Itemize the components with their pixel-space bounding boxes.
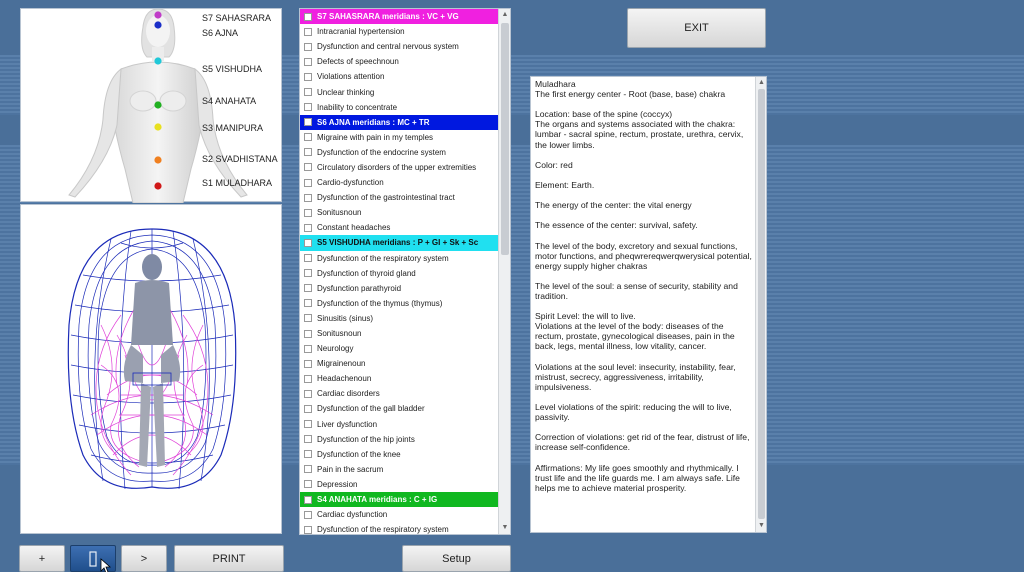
- meridian-item-label: Dysfunction of thyroid gland: [317, 268, 416, 278]
- paragraph-gap: [535, 99, 753, 109]
- description-line: The level of the body, excretory and sexual functions, motor functions, and pheqwrereqwerqwerysical potential, energy supply higher chakras: [535, 240, 752, 271]
- meridian-item-label: Inability to concentrate: [317, 102, 398, 112]
- figure-icon: [88, 551, 98, 567]
- meridian-item-label: Depression: [317, 479, 358, 489]
- checkbox[interactable]: [304, 375, 312, 383]
- body-figure-image: [21, 9, 283, 203]
- meridian-list-item[interactable]: [300, 356, 498, 371]
- description-line: The first energy center - Root (base, base) chakra: [535, 89, 726, 100]
- description-line: Location: base of the spine (coccyx): [535, 109, 673, 120]
- vishudha-dot: [154, 57, 161, 64]
- meridian-list-item[interactable]: [300, 432, 498, 447]
- meridian-item-label: Dysfunction of the gastrointestinal tract: [317, 193, 455, 203]
- meridian-list-item[interactable]: [300, 311, 498, 326]
- meridian-item-label: Constant headaches: [317, 223, 391, 233]
- description-line: Violations at the soul level: insecurity, instability, fear, mistrust, secrecy, aggressiveness, irritability, impulsiveness.: [535, 361, 736, 392]
- scroll-down-arrow-icon[interactable]: ▼: [501, 524, 509, 531]
- meridian-list-item[interactable]: [300, 24, 498, 39]
- meridian-item-label: Liver dysfunction: [317, 419, 378, 429]
- chakra-label-manipura: S3 MANIPURA: [202, 123, 264, 133]
- meridian-item-label: Circulatory disorders of the upper extremities: [317, 162, 477, 172]
- meridian-list-scrollbar[interactable]: [498, 9, 510, 534]
- meridian-list-item[interactable]: [300, 462, 498, 477]
- meridian-item-label: Cardiac dysfunction: [317, 510, 388, 520]
- checkbox[interactable]: [304, 269, 312, 277]
- checkbox[interactable]: [304, 435, 312, 443]
- meridian-list-item[interactable]: [300, 401, 498, 416]
- meridian-list-item[interactable]: [300, 417, 498, 432]
- meridian-list-item[interactable]: [300, 69, 498, 84]
- checkbox[interactable]: [304, 118, 312, 126]
- muladhara-dot: [154, 182, 161, 189]
- meridian-checklist[interactable]: [299, 8, 511, 535]
- description-line: Spirit Level: the will to live.: [535, 311, 636, 322]
- meridian-item-label: S6 AJNA meridians : MC + TR: [317, 117, 430, 127]
- checkbox[interactable]: [304, 254, 312, 262]
- exit-button[interactable]: EXIT: [627, 8, 766, 48]
- meridian-item-label: S7 SAHASRARA meridians : VC + VG: [317, 12, 459, 22]
- meridian-list-item[interactable]: [300, 371, 498, 386]
- energy-field-image: [21, 205, 283, 535]
- meridian-group-header[interactable]: [300, 115, 498, 130]
- meridian-item-label: Neurology: [317, 344, 354, 354]
- meridian-item-label: Dysfunction of the hip joints: [317, 434, 415, 444]
- meridian-item-label: S4 ANAHATA meridians : C + IG: [317, 495, 438, 505]
- paragraph-gap: [535, 230, 753, 240]
- checkbox[interactable]: [304, 224, 312, 232]
- checkbox[interactable]: [304, 58, 312, 66]
- meridian-item-label: Dysfunction and central nervous system: [317, 42, 459, 52]
- paragraph-gap: [535, 301, 753, 311]
- meridian-group-header[interactable]: [300, 235, 498, 250]
- checkbox[interactable]: [304, 330, 312, 338]
- paragraph-gap: [535, 190, 753, 200]
- checkbox[interactable]: [304, 526, 312, 534]
- meridian-list-item[interactable]: [300, 220, 498, 235]
- description-line: Level violations of the spirit: reducing the will to live, passivity.: [535, 402, 732, 423]
- checkbox[interactable]: [304, 163, 312, 171]
- chakra-label-anahata: S4 ANAHATA: [202, 96, 257, 106]
- checkbox[interactable]: [304, 284, 312, 292]
- checkbox[interactable]: [304, 88, 312, 96]
- meridian-group-header[interactable]: [300, 9, 498, 24]
- meridian-list-item[interactable]: [300, 281, 498, 296]
- scroll-up-arrow-icon[interactable]: ▲: [501, 11, 509, 18]
- meridian-list-item[interactable]: [300, 447, 498, 462]
- paragraph-gap: [535, 352, 753, 362]
- manipura-dot: [154, 123, 161, 130]
- checkbox[interactable]: [304, 73, 312, 81]
- checkbox[interactable]: [304, 28, 312, 36]
- paragraph-gap: [535, 452, 753, 462]
- meridian-list-item[interactable]: [300, 386, 498, 401]
- checkbox[interactable]: [304, 179, 312, 187]
- checkbox[interactable]: [304, 43, 312, 51]
- paragraph-gap: [535, 210, 753, 220]
- setup-button[interactable]: Setup: [402, 545, 511, 572]
- chakra-description-text: [535, 79, 753, 493]
- sahasrara-dot: [154, 11, 161, 18]
- paragraph-gap: [535, 392, 753, 402]
- description-line: Affirmations: My life goes smoothly and rhythmically. I trust life and the life guards me. I am always safe. Life helps me to achieve material prosperity.: [535, 462, 740, 493]
- meridian-item-label: Pain in the sacrum: [317, 464, 384, 474]
- ajna-dot: [154, 21, 161, 28]
- checkbox[interactable]: [304, 239, 312, 247]
- energy-field-panel: [20, 204, 282, 534]
- paragraph-gap: [535, 271, 753, 281]
- chakra-label-svadhistana: S2 SVADHISTANA: [202, 154, 278, 164]
- meridian-item-label: Dysfunction of the knee: [317, 449, 401, 459]
- meridian-item-label: Dysfunction of the respiratory system: [317, 525, 449, 535]
- checkbox[interactable]: [304, 390, 312, 398]
- description-line: Element: Earth.: [535, 179, 595, 190]
- meridian-list-item[interactable]: [300, 326, 498, 341]
- description-line: The energy of the center: the vital energy: [535, 200, 692, 211]
- chakra-description-panel[interactable]: [530, 76, 767, 533]
- scroll-thumb[interactable]: [758, 89, 765, 519]
- description-scrollbar[interactable]: [755, 77, 766, 532]
- meridian-list-item[interactable]: [300, 100, 498, 115]
- checkbox[interactable]: [304, 13, 312, 21]
- chakra-label-muladhara: S1 MULADHARA: [202, 178, 273, 188]
- meridian-list-item[interactable]: [300, 266, 498, 281]
- checkbox[interactable]: [304, 480, 312, 488]
- meridian-list-item[interactable]: [300, 160, 498, 175]
- meridian-item-label: Sinusitis (sinus): [317, 313, 374, 323]
- next-button[interactable]: >: [121, 545, 167, 572]
- scroll-thumb[interactable]: [501, 23, 509, 255]
- meridian-item-label: Dysfunction of the thymus (thymus): [317, 298, 443, 308]
- meridian-item-label: Unclear thinking: [317, 87, 375, 97]
- meridian-item-label: Dysfunction parathyroid: [317, 283, 402, 293]
- checkbox[interactable]: [304, 209, 312, 217]
- meridian-list-item[interactable]: [300, 39, 498, 54]
- checkbox[interactable]: [304, 194, 312, 202]
- meridian-list-item[interactable]: [300, 251, 498, 266]
- chakra-label-ajna: S6 AJNA: [202, 28, 239, 38]
- checkbox[interactable]: [304, 299, 312, 307]
- checkbox[interactable]: [304, 103, 312, 111]
- mouse-cursor-icon: [100, 558, 112, 572]
- svadhistana-dot: [154, 156, 161, 163]
- description-line: Color: red: [535, 159, 573, 170]
- meridian-item-label: Headachenoun: [317, 374, 372, 384]
- meridian-list-item[interactable]: [300, 54, 498, 69]
- meridian-item-label: Defects of speechnoun: [317, 57, 399, 67]
- checkbox[interactable]: [304, 360, 312, 368]
- chakra-figure-panel: [20, 8, 282, 202]
- checkbox[interactable]: [304, 496, 312, 504]
- checkbox[interactable]: [304, 345, 312, 353]
- meridian-item-label: Migrainenoun: [317, 359, 366, 369]
- meridian-item-label: Sonitusnoun: [317, 329, 362, 339]
- scroll-down-arrow-icon[interactable]: ▼: [758, 522, 765, 529]
- meridian-list-item[interactable]: [300, 341, 498, 356]
- scroll-up-arrow-icon[interactable]: ▲: [758, 79, 765, 86]
- description-line: The level of the soul: a sense of security, stability and tradition.: [535, 280, 738, 301]
- description-line: The organs and systems associated with the chakra: lumbar - sacral spine, rectum, prostate, urethra, cervix, the lower limbs.: [535, 119, 744, 150]
- paragraph-gap: [535, 422, 753, 432]
- description-line: Violations at the level of the body: diseases of the rectum, prostate, gynecological diseases, pain in the back, legs, mental illness, low vitality, cancer.: [535, 321, 735, 352]
- checkbox[interactable]: [304, 450, 312, 458]
- chakra-label-vishudha: S5 VISHUDHA: [202, 64, 263, 74]
- meridian-list-item[interactable]: [300, 477, 498, 492]
- anahata-dot: [154, 101, 161, 108]
- meridian-list-item[interactable]: [300, 205, 498, 220]
- meridian-item-label: S5 VISHUDHA meridians : P + GI + Sk + Sc: [317, 238, 479, 248]
- meridian-list-items: [300, 9, 498, 535]
- description-line: The essence of the center: survival, safety.: [535, 220, 698, 231]
- meridian-item-label: Dysfunction of the gall bladder: [317, 404, 425, 414]
- checkbox[interactable]: [304, 465, 312, 473]
- plus-button[interactable]: +: [19, 545, 65, 572]
- meridian-list-item[interactable]: [300, 522, 498, 535]
- paragraph-gap: [535, 170, 753, 180]
- meridian-list-item[interactable]: [300, 190, 498, 205]
- checkbox[interactable]: [304, 148, 312, 156]
- meridian-group-header[interactable]: [300, 492, 498, 507]
- meridian-item-label: Dysfunction of the endocrine system: [317, 147, 446, 157]
- checkbox[interactable]: [304, 420, 312, 428]
- meridian-item-label: Cardiac disorders: [317, 389, 380, 399]
- meridian-list-item[interactable]: [300, 84, 498, 99]
- meridian-item-label: Intracranial hypertension: [317, 27, 405, 37]
- meridian-item-label: Cardio-dysfunction: [317, 178, 384, 188]
- meridian-list-item[interactable]: [300, 296, 498, 311]
- meridian-item-label: Migraine with pain in my temples: [317, 132, 434, 142]
- meridian-list-item[interactable]: [300, 145, 498, 160]
- meridian-item-label: Violations attention: [317, 72, 385, 82]
- meridian-list-item[interactable]: [300, 130, 498, 145]
- description-line: Correction of violations: get rid of the fear, distrust of life, increase self-confidence.: [535, 432, 750, 453]
- print-button[interactable]: PRINT: [174, 545, 284, 572]
- checkbox[interactable]: [304, 133, 312, 141]
- meridian-item-label: Sonitusnoun: [317, 208, 362, 218]
- chakra-label-sahasrara: S7 SAHASRARA: [202, 13, 272, 23]
- checkbox[interactable]: [304, 314, 312, 322]
- meridian-list-item[interactable]: [300, 507, 498, 522]
- meridian-list-item[interactable]: [300, 175, 498, 190]
- meridian-item-label: Dysfunction of the respiratory system: [317, 253, 449, 263]
- checkbox[interactable]: [304, 511, 312, 519]
- paragraph-gap: [535, 150, 753, 160]
- description-line: Muladhara: [535, 79, 576, 89]
- checkbox[interactable]: [304, 405, 312, 413]
